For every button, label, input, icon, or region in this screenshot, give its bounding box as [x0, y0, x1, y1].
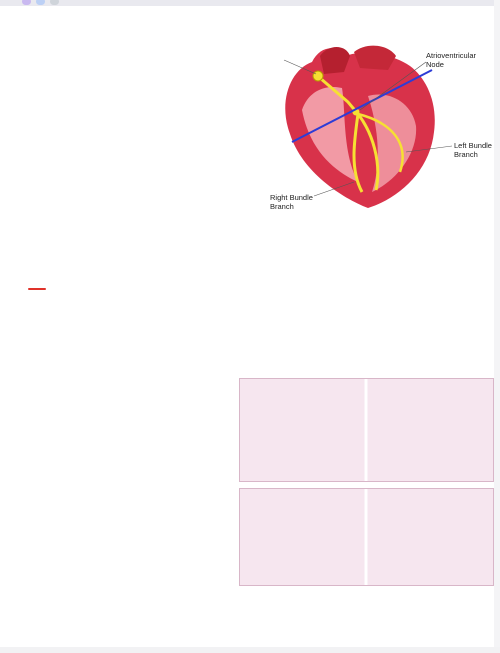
ecg-intro	[14, 346, 494, 369]
label-left-bundle-line-1: Left Bundle	[454, 141, 492, 150]
toolbar-icon	[22, 0, 31, 5]
sinus-node-marker	[313, 71, 323, 81]
ecg-strip-top	[239, 378, 494, 482]
label-right-bundle-line-1: Right Bundle	[270, 193, 313, 202]
label-av-node-line-1: Atrioventricular	[426, 51, 477, 60]
heart-conduction-diagram	[250, 22, 498, 212]
toolbar-icon	[50, 0, 59, 5]
ecg-point-3	[14, 500, 242, 523]
ecg-point-2	[14, 434, 242, 480]
label-right-bundle-line-2: Branch	[270, 202, 294, 211]
clinical-note-text	[28, 288, 46, 290]
ecg-point-1	[14, 389, 239, 412]
page-bottom-edge	[0, 647, 500, 653]
browser-top-strip	[0, 0, 500, 6]
etiology-text	[14, 54, 254, 77]
clinical-note	[28, 275, 46, 298]
ecg-strip-bottom	[239, 488, 494, 586]
label-left-bundle-line-2: Branch	[454, 150, 478, 159]
clinical-bullet-1	[14, 146, 264, 238]
toolbar-icon	[36, 0, 45, 5]
pulmonary-shape	[354, 46, 396, 70]
label-av-node-line-2: Node	[426, 60, 444, 69]
